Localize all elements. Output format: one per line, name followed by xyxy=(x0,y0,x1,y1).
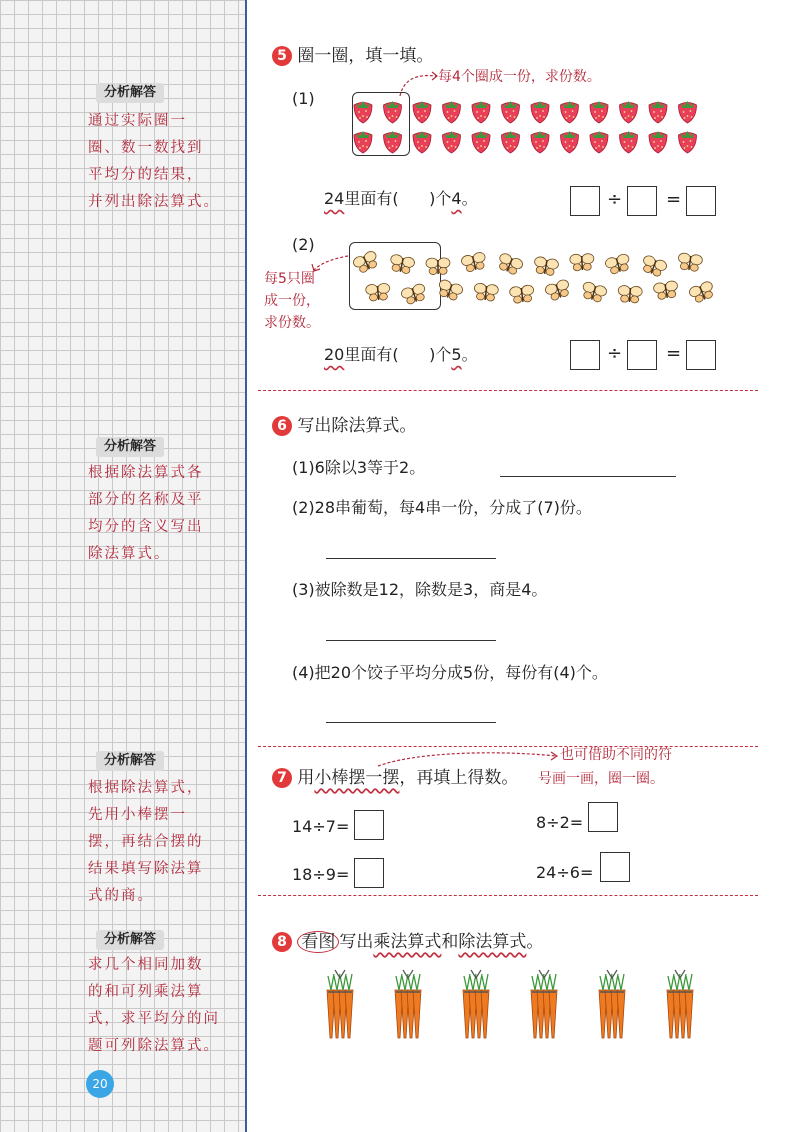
q6-title xyxy=(272,414,416,438)
note-header-3: 分析解答 xyxy=(96,751,164,771)
q7-expr-2: 8÷2= xyxy=(536,813,584,832)
q6-answer-line-1[interactable] xyxy=(500,476,676,477)
q7-number: 7 xyxy=(272,768,292,788)
q5-p1-answer-box-3[interactable] xyxy=(686,186,716,216)
q7-answer-box-4[interactable] xyxy=(600,852,630,882)
q8-title-text: 。 xyxy=(526,932,544,952)
butterfly-icon xyxy=(388,254,415,275)
q5-p2-hint xyxy=(264,268,320,334)
q8-title-text: 和 xyxy=(441,932,459,952)
hint-line: 求份数。 xyxy=(264,315,320,331)
section-divider xyxy=(258,390,758,391)
strawberry-icon xyxy=(354,101,372,123)
q5-p1-answer-box-2[interactable] xyxy=(627,186,657,216)
eq-sign: = xyxy=(666,189,682,210)
q6-item-2: (2)28串葡萄，每4串一份，分成了(7)份。 xyxy=(292,498,592,517)
q5-p2-text: 里面有( xyxy=(344,345,399,364)
q7-answer-box-3[interactable] xyxy=(354,858,384,888)
note-body-3 xyxy=(88,775,238,910)
note-body-1 xyxy=(88,108,238,216)
butterfly-icon xyxy=(544,278,572,302)
strawberry-icon xyxy=(502,101,520,123)
strawberry-icon xyxy=(502,131,520,153)
hint-line: 成一份， xyxy=(264,293,320,309)
carrot-bunch-icon xyxy=(463,970,489,1038)
note-body-4 xyxy=(88,952,238,1060)
q5-p2-answer-box-1[interactable] xyxy=(570,340,600,370)
strawberry-icon xyxy=(531,131,549,153)
strawberry-icon xyxy=(649,101,667,123)
q6-item-3: (3)被除数是12，除数是3，商是4。 xyxy=(292,580,548,599)
butterfly-icon xyxy=(473,283,499,302)
q7-hint-1: 也可借助不同的符 xyxy=(560,747,672,763)
eq-sign: = xyxy=(666,343,682,364)
q6-item-4: (4)把20个饺子平均分成5份，每份有(4)个。 xyxy=(292,663,608,682)
strawberry-icon xyxy=(649,131,667,153)
note-line: 结果填写除法算 xyxy=(88,861,204,877)
note-line: 式，求平均分的问 xyxy=(88,1011,220,1027)
note-line: 部分的名称及平 xyxy=(88,492,204,508)
butterfly-icon xyxy=(640,254,668,278)
q5-p2-text: 。 xyxy=(461,345,478,364)
carrot-bunch-icon xyxy=(327,970,353,1038)
note-line: 的和可列乘法算 xyxy=(88,984,204,1000)
q6-number: 6 xyxy=(272,416,292,436)
page-number: 20 xyxy=(86,1070,114,1098)
strawberry-icon xyxy=(384,131,402,153)
q7-title-text: ，再填上得数。 xyxy=(399,768,519,788)
note-line: 题可列除法算式。 xyxy=(88,1038,220,1054)
sidebar-divider xyxy=(245,0,247,1132)
butterfly-icon xyxy=(533,256,560,276)
strawberry-icon xyxy=(590,101,608,123)
q5-p1-sentence xyxy=(324,188,478,210)
q7-expr-3: 18÷9= xyxy=(292,865,350,884)
q6-answer-line-4[interactable] xyxy=(326,722,496,723)
note-line: 摆，再结合摆的 xyxy=(88,834,204,850)
note-line: 根据除法算式各 xyxy=(88,465,204,481)
q8-title xyxy=(272,930,543,954)
q7-expr-4: 24÷6= xyxy=(536,863,594,882)
q5-title-text: 圈一圈，填一填。 xyxy=(297,46,434,66)
butterfly-icon xyxy=(677,252,703,272)
strawberry-icon xyxy=(413,101,431,123)
q5-p2-answer-box-3[interactable] xyxy=(686,340,716,370)
q5-p1-text: 。 xyxy=(461,189,478,208)
butterfly-icon xyxy=(426,258,450,275)
note-header-4: 分析解答 xyxy=(96,930,164,950)
note-line: 均分的含义写出 xyxy=(88,519,204,535)
q7-answer-box-2[interactable] xyxy=(588,802,618,832)
q5-p1-label: (1) xyxy=(292,89,315,108)
note-line: 除法算式。 xyxy=(88,546,171,562)
q6-answer-line-2[interactable] xyxy=(326,558,496,559)
strawberry-icon xyxy=(443,101,461,123)
q8-title-emphasis: 除法算式 xyxy=(458,932,527,952)
hint-line: 每5只圈 xyxy=(264,271,315,287)
butterfly-icon xyxy=(509,285,535,304)
strawberry-icon xyxy=(679,131,697,153)
butterfly-icon xyxy=(653,280,679,300)
div-sign: ÷ xyxy=(607,189,623,210)
q7-title-emphasis: 小棒摆一摆 xyxy=(314,768,400,788)
strawberry-icon xyxy=(679,101,697,123)
q8-title-emphasis: 乘法算式 xyxy=(373,932,442,952)
q5-p1-dividend: 24 xyxy=(324,189,345,208)
strawberry-icon xyxy=(354,131,372,153)
q5-p1-hint: 每4个圈成一份，求份数。 xyxy=(438,69,601,85)
strawberry-icon xyxy=(561,131,579,153)
q5-p1-divisor: 4 xyxy=(451,189,462,208)
note-line: 先用小棒摆一 xyxy=(88,807,187,823)
q5-p2-label: (2) xyxy=(292,235,315,254)
q5-p1-text: 里面有( xyxy=(344,189,399,208)
note-line: 根据除法算式， xyxy=(88,780,204,796)
butterfly-icon xyxy=(365,283,390,302)
note-line: 圈、数一数找到 xyxy=(88,140,204,156)
note-line: 并列出除法算式。 xyxy=(88,194,220,210)
q7-title-text: 用 xyxy=(297,768,315,788)
carrot-bunch-icon xyxy=(599,970,625,1038)
butterflies-svg xyxy=(350,244,730,314)
strawberry-icon xyxy=(384,101,402,123)
section-divider xyxy=(258,895,758,896)
q6-item-1: (1)6除以3等于2。 xyxy=(292,458,426,477)
strawberry-icon xyxy=(531,101,549,123)
carrot-bunch-icon xyxy=(667,970,693,1038)
note-line: 通过实际圈一 xyxy=(88,113,187,129)
butterfly-icon xyxy=(688,280,716,304)
note-header-2: 分析解答 xyxy=(96,437,164,457)
q6-answer-line-3[interactable] xyxy=(326,640,496,641)
strawberries-svg xyxy=(348,94,708,164)
q7-expr-1: 14÷7= xyxy=(292,817,350,836)
q5-p1-text: )个 xyxy=(429,189,452,208)
carrot-bunch-icon xyxy=(531,970,557,1038)
carrots-svg xyxy=(318,966,738,1046)
strawberry-icon xyxy=(472,131,490,153)
note-line: 平均分的结果， xyxy=(88,167,204,183)
note-line: 式的商。 xyxy=(88,888,154,904)
butterfly-icon xyxy=(604,253,632,275)
butterfly-icon xyxy=(617,285,642,303)
butterfly-icon xyxy=(496,252,525,277)
note-line: 求几个相同加数 xyxy=(88,957,204,973)
q7-hint-2: 号画一画，圈一圈。 xyxy=(538,771,664,787)
butterfly-icon xyxy=(460,251,487,273)
note-header-1: 分析解答 xyxy=(96,83,164,103)
strawberry-icon xyxy=(413,131,431,153)
hint-arrow xyxy=(376,748,560,770)
q5-p2-dividend: 20 xyxy=(324,345,345,364)
div-sign: ÷ xyxy=(607,343,623,364)
butterfly-icon xyxy=(570,253,595,271)
butterfly-icon xyxy=(400,283,428,306)
main-content xyxy=(248,0,800,1132)
q5-number: 5 xyxy=(272,46,292,66)
q5-title xyxy=(272,44,433,68)
q5-p2-answer-box-2[interactable] xyxy=(627,340,657,370)
strawberry-icon xyxy=(590,131,608,153)
section-divider xyxy=(258,746,758,747)
butterfly-icon xyxy=(580,281,608,304)
strawberry-icon xyxy=(620,101,638,123)
butterfly-icon xyxy=(436,279,464,302)
q8-title-circled: 看图 xyxy=(297,931,339,953)
q5-p1-answer-box-1[interactable] xyxy=(570,186,600,216)
q5-p2-text: )个 xyxy=(429,345,452,364)
q7-answer-box-1[interactable] xyxy=(354,810,384,840)
q6-title-text: 写出除法算式。 xyxy=(297,416,417,436)
q8-number: 8 xyxy=(272,932,292,952)
q5-p2-sentence xyxy=(324,344,478,366)
note-body-2 xyxy=(88,460,238,568)
carrot-bunch-icon xyxy=(395,970,421,1038)
strawberry-icon xyxy=(472,101,490,123)
strawberry-icon xyxy=(443,131,461,153)
strawberry-icon xyxy=(561,101,579,123)
butterfly-icon xyxy=(352,250,381,275)
q8-title-text: 写出 xyxy=(339,932,374,952)
q5-p2-divisor: 5 xyxy=(451,345,462,364)
strawberry-icon xyxy=(620,131,638,153)
hint-arrow xyxy=(308,252,352,274)
